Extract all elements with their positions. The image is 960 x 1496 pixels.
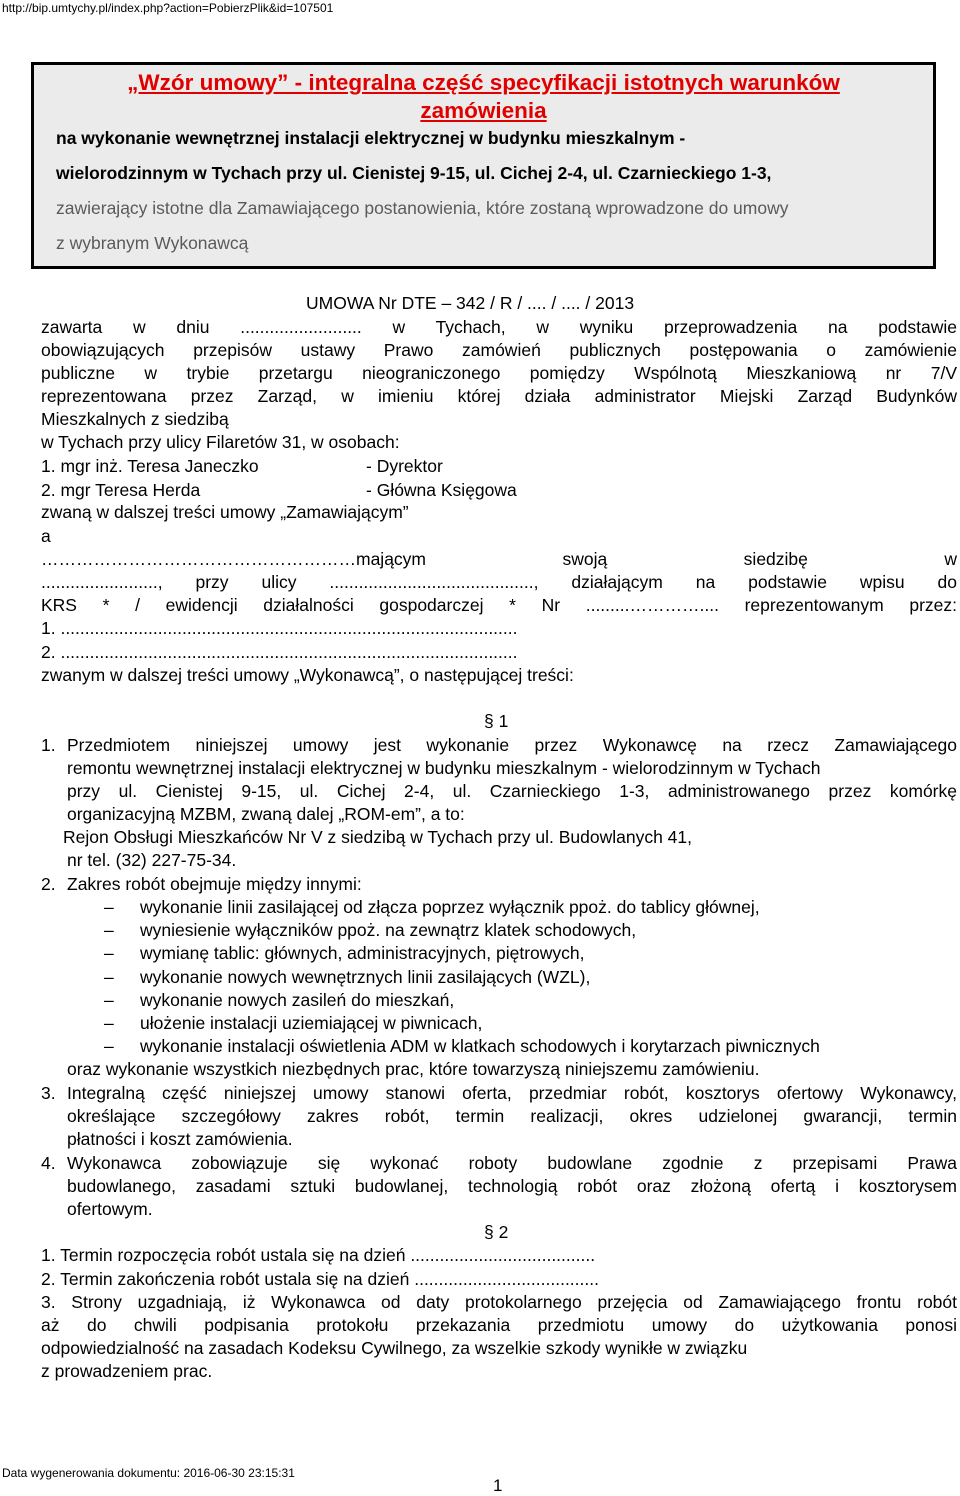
intro-line: obowiązujących przepisów ustawy Prawo zamówień publicznych postępowania o zamówienie xyxy=(41,340,957,360)
item-number: 4. xyxy=(41,1153,56,1173)
scope-item: wykonanie nowych wewnętrznych linii zasilających (WZL), xyxy=(140,967,591,987)
person-role: - Główna Księgowa xyxy=(366,480,517,500)
list-bullet: – xyxy=(104,897,114,917)
item-4-line: ofertowym. xyxy=(67,1199,153,1219)
item-3-line: Integralną część niniejszej umowy stanowi oferta, przedmiar robót, kosztorys ofertowy Wykonawcy, xyxy=(67,1083,957,1103)
intro-line: Mieszkalnych z siedzibą xyxy=(41,409,229,429)
person-name: 2. mgr Teresa Herda xyxy=(41,480,201,500)
section-1-heading: § 1 xyxy=(484,711,509,731)
generation-date: Data wygenerowania dokumentu: 2016-06-30 23:15:31 xyxy=(2,1466,295,1480)
item-number: 2. xyxy=(41,874,56,894)
liability-line: aż do chwili podpisania protokołu przekazania przedmiotu umowy do użytkowania ponosi xyxy=(41,1315,957,1335)
contractor-line: ………………………………………………mającym swoją siedzibę w xyxy=(41,549,957,569)
scope-item: wykonanie instalacji oświetlenia ADM w klatkach schodowych i korytarzach piwnicznych xyxy=(140,1036,820,1056)
scope-item: ułożenie instalacji uziemiającej w piwnicach, xyxy=(140,1013,483,1033)
list-bullet: – xyxy=(104,1036,114,1056)
contractor-line: KRS * / ewidencji działalności gospodarczej * Nr .........………….... reprezentowanym przez: xyxy=(41,595,957,615)
scope-intro: Zakres robót obejmuje między innymi: xyxy=(67,874,362,894)
liability-line: z prowadzeniem prac. xyxy=(41,1361,213,1381)
item-1-line: remontu wewnętrznej instalacji elektrycznej w budynku mieszkalnym - wielorodzinnym w Tychach xyxy=(67,758,821,778)
document-title: „Wzór umowy” - integralna część specyfikacji istotnych warunków xyxy=(127,70,840,95)
page-number: 1 xyxy=(493,1476,503,1495)
scope-tail: oraz wykonanie wszystkich niezbędnych prac, które towarzyszą niniejszemu zamówieniu. xyxy=(67,1059,760,1079)
item-1-line: organizacyjną MZBM, zwaną dalej „ROM-em”, a to: xyxy=(67,804,465,824)
scope-item: wymianę tablic: głównych, administracyjnych, piętrowych, xyxy=(140,943,585,963)
intro-line: publiczne w trybie przetargu nieograniczonego pomiędzy Wspólnotą Mieszkaniową nr 7/V xyxy=(41,363,957,383)
end-date-line: 2. Termin zakończenia robót ustala się na dzień ...................................... xyxy=(41,1269,599,1289)
description-line-1: zawierający istotne dla Zamawiającego postanowienia, które zostaną wprowadzone do umowy xyxy=(56,198,789,218)
header-box xyxy=(31,62,936,269)
representative-1: 1. .............................................................................................. xyxy=(41,618,518,638)
list-bullet: – xyxy=(104,943,114,963)
person-name: 1. mgr inż. Teresa Janeczko xyxy=(41,456,259,476)
list-bullet: – xyxy=(104,990,114,1010)
item-number: 3. xyxy=(41,1083,56,1103)
item-4-line: Wykonawca zobowiązuje się wykonać roboty budowlane zgodnie z przepisami Prawa xyxy=(67,1153,957,1173)
conjunction: a xyxy=(41,526,51,546)
section-2-heading: § 2 xyxy=(484,1222,509,1242)
item-3-line: płatności i koszt zamówienia. xyxy=(67,1129,293,1149)
start-date-line: 1. Termin rozpoczęcia robót ustala się na dzień ...................................... xyxy=(41,1245,596,1265)
intro-line: reprezentowana przez Zarząd, w imieniu której działa administrator Miejski Zarząd Budynków xyxy=(41,386,957,406)
item-1-line: przy ul. Cienistej 9-15, ul. Cichej 2-4, ul. Czarnieckiego 1-3, administrowanego przez komórkę xyxy=(67,781,957,801)
phone-line: nr tel. (32) 227-75-34. xyxy=(67,850,237,870)
wykonawca-def: zwanym w dalszej treści umowy „Wykonawcą”, o następującej treści: xyxy=(41,665,574,685)
source-url: http://bip.umtychy.pl/index.php?action=PobierzPlik&id=107501 xyxy=(2,1,334,15)
intro-line: zawarta w dniu ......................... w Tychach, w wyniku przeprowadzenia na podstawie xyxy=(41,317,957,337)
subject-line-2: wielorodzinnym w Tychach przy ul. Cienistej 9-15, ul. Cichej 2-4, ul. Czarnieckiego 1-3, xyxy=(56,163,772,183)
liability-line: 3. Strony uzgadniają, iż Wykonawca od daty protokolarnego przejęcia od Zamawiającego frontu robót xyxy=(41,1292,957,1312)
description-line-2: z wybranym Wykonawcą xyxy=(56,233,249,253)
item-1-line: Przedmiotem niniejszej umowy jest wykonanie przez Wykonawcę na rzecz Zamawiającego xyxy=(67,735,957,755)
subject-line-1: na wykonanie wewnętrznej instalacji elektrycznej w budynku mieszkalnym - xyxy=(56,128,686,148)
contractor-line: ........................, przy ulicy .........................................., działającym na podstawie wpisu do xyxy=(41,572,957,592)
zamawiajacy-def: zwaną w dalszej treści umowy „Zamawiającym” xyxy=(41,502,409,522)
item-3-line: określające szczegółowy zakres robót, termin realizacji, okres udzielonej gwarancji, termin xyxy=(67,1106,957,1126)
representative-2: 2. .............................................................................................. xyxy=(41,642,518,662)
list-bullet: – xyxy=(104,967,114,987)
list-bullet: – xyxy=(104,1013,114,1033)
item-4-line: budowlanego, zasadami sztuki budowlanej, technologią robót oraz złożoną ofertą i kosztorysem xyxy=(67,1176,957,1196)
rejon-line: Rejon Obsługi Mieszkańców Nr V z siedzibą w Tychach przy ul. Budowlanych 41, xyxy=(63,827,692,847)
agreement-number: UMOWA Nr DTE – 342 / R / .... / .... / 2013 xyxy=(306,293,635,313)
scope-item: wykonanie nowych zasileń do mieszkań, xyxy=(140,990,455,1010)
address-line: w Tychach przy ulicy Filaretów 31, w osobach: xyxy=(41,432,400,452)
liability-line: odpowiedzialność na zasadach Kodeksu Cywilnego, za wszelkie szkody wynikłe w związku xyxy=(41,1338,748,1358)
scope-item: wyniesienie wyłączników ppoż. na zewnątrz klatek schodowych, xyxy=(140,920,637,940)
scope-item: wykonanie linii zasilającej od złącza poprzez wyłącznik ppoż. do tablicy głównej, xyxy=(140,897,760,917)
item-number: 1. xyxy=(41,735,56,755)
person-role: - Dyrektor xyxy=(366,456,443,476)
document-title-cont: zamówienia xyxy=(420,98,547,123)
list-bullet: – xyxy=(104,920,114,940)
